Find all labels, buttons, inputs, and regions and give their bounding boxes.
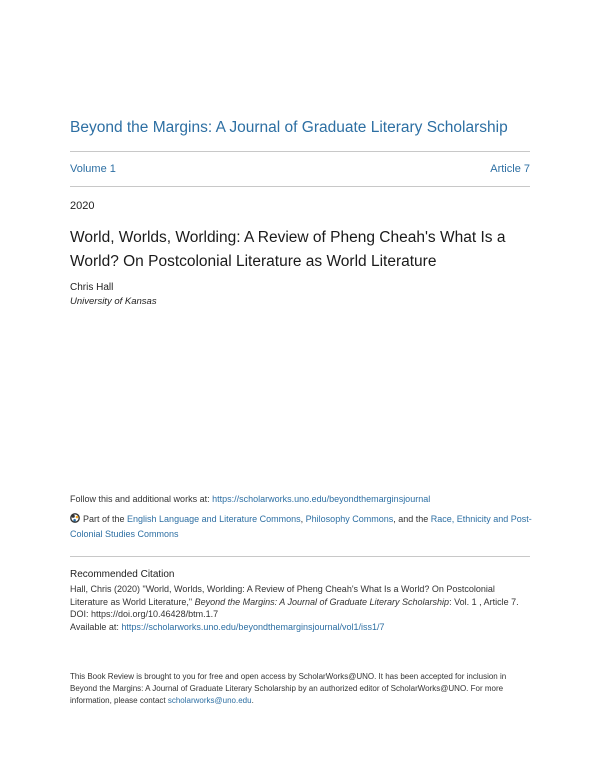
volume-link[interactable]: Volume 1 xyxy=(70,163,116,175)
citation-volume: : Vol. 1 , Article 7. xyxy=(449,596,519,607)
journal-title[interactable]: Beyond the Margins: A Journal of Graduate Literary Scholarship xyxy=(70,119,508,136)
author-name: Chris Hall xyxy=(70,282,114,293)
follow-url-link[interactable]: https://scholarworks.uno.edu/beyondthemarginsjournal xyxy=(212,494,431,504)
part-of-prefix: Part of the xyxy=(83,514,128,524)
divider-citation xyxy=(70,556,530,557)
philosophy-commons-link[interactable]: Philosophy Commons xyxy=(305,514,394,524)
citation-text: Hall, Chris (2020) "World, Worlds, Worlding: A Review of Pheng Cheah's What Is a World? On Postcolonial Literature as World Literature," xyxy=(70,584,495,607)
author-affiliation: University of Kansas xyxy=(70,296,157,307)
part-of-line xyxy=(70,512,532,542)
citation-doi: DOI: https://doi.org/10.46428/btm.1.7 xyxy=(70,609,219,619)
follow-line xyxy=(70,492,540,507)
available-prefix: Available at: xyxy=(70,621,122,632)
separator-2: , and the xyxy=(393,514,431,524)
divider-top xyxy=(70,151,530,152)
contact-email-link[interactable]: scholarworks@uno.edu xyxy=(167,696,252,705)
citation-journal: Beyond the Margins: A Journal of Graduate Literary Scholarship xyxy=(194,596,450,607)
publication-year: 2020 xyxy=(70,200,95,212)
english-commons-link[interactable]: English Language and Literature Commons xyxy=(127,514,301,524)
footer-end: . xyxy=(251,696,254,705)
footer-text: This Book Review is brought to you for free and open access by ScholarWorks@UNO. It has been accepted for inclusion in Beyond the Margins: A Journal of Graduate Literary Scholarship by an authorized editor of ScholarWorks@UNO. For more information, please contact xyxy=(70,672,507,705)
divider-volume xyxy=(70,186,530,187)
article-title: World, Worlds, Worlding: A Review of Pheng Cheah's What Is a World? On Postcolonial Literature as World Literature xyxy=(70,229,506,270)
citation-block xyxy=(70,583,532,633)
commons-network-icon xyxy=(70,513,80,523)
separator-1: , xyxy=(300,514,306,524)
article-link[interactable]: Article 7 xyxy=(490,163,530,175)
race-ethnicity-commons-link[interactable]: Race, Ethnicity and Post-Colonial Studies Commons xyxy=(70,514,532,539)
recommended-citation-label: Recommended Citation xyxy=(70,569,175,580)
follow-prefix: Follow this and additional works at: xyxy=(70,494,213,504)
available-url-link[interactable]: https://scholarworks.uno.edu/beyondthemarginsjournal/vol1/iss1/7 xyxy=(121,621,385,632)
footer-notice xyxy=(70,671,532,707)
